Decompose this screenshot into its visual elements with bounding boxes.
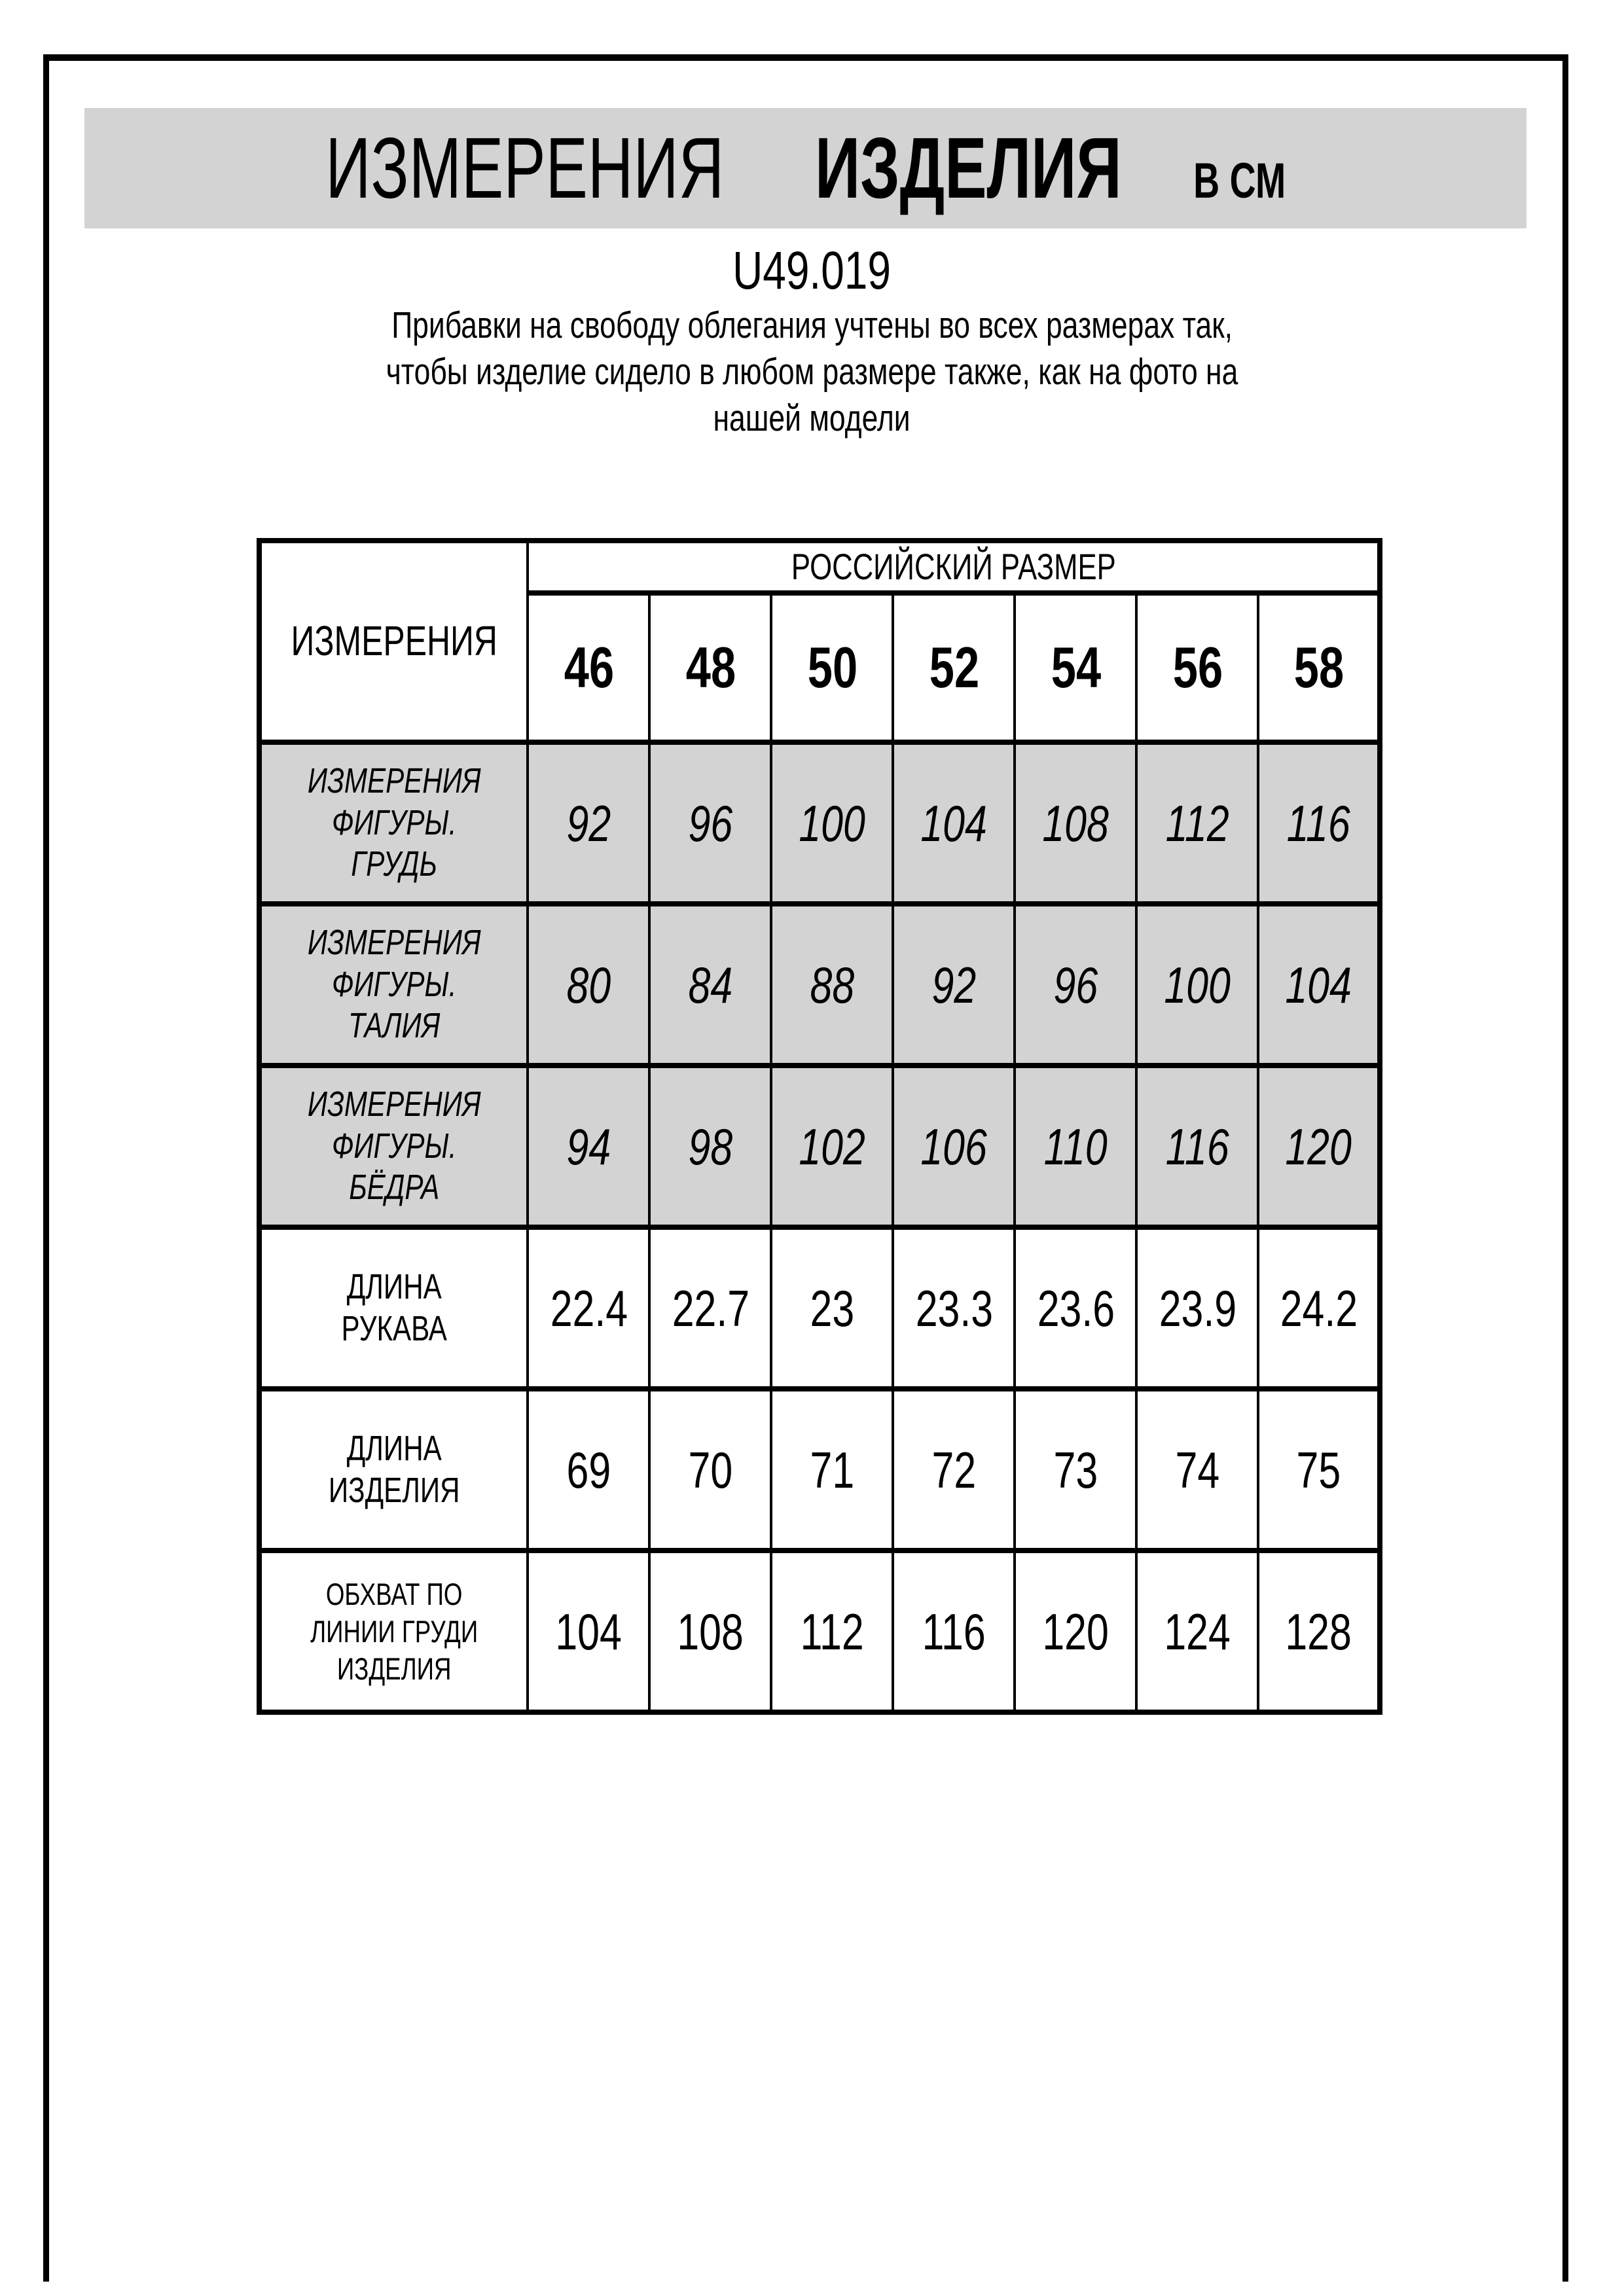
cell-value: 84: [649, 904, 771, 1066]
table-row-sleeve-length: [259, 1227, 1380, 1389]
product-code: U49.019: [732, 241, 892, 300]
size-col-header: 56: [1136, 593, 1258, 742]
cell-value: 104: [893, 742, 1015, 904]
size-col-header: 46: [528, 593, 649, 742]
row-label: ИЗМЕРЕНИЯ ФИГУРЫ. ТАЛИЯ: [259, 904, 528, 1066]
row-label: ДЛИНА РУКАВА: [259, 1227, 528, 1389]
cell-value: 116: [1258, 742, 1380, 904]
cell-value: 108: [649, 1551, 771, 1712]
cell-value: 116: [1136, 1066, 1258, 1227]
cell-value: 74: [1136, 1389, 1258, 1551]
cell-value: 112: [771, 1551, 893, 1712]
title-band: [84, 108, 1526, 228]
table-row-figure-hips: [259, 1066, 1380, 1227]
cell-value: 100: [771, 742, 893, 904]
cell-value: 23: [771, 1227, 893, 1389]
cell-value: 94: [528, 1066, 649, 1227]
row-label: ИЗМЕРЕНИЯ ФИГУРЫ. БЁДРА: [259, 1066, 528, 1227]
cell-value: 92: [893, 904, 1015, 1066]
cell-value: 96: [1015, 904, 1136, 1066]
title-word-product: ИЗДЕЛИЯ: [814, 120, 1122, 216]
size-col-header: 50: [771, 593, 893, 742]
cell-value: 128: [1258, 1551, 1380, 1712]
table-row-figure-chest: [259, 742, 1380, 904]
cell-value: 104: [528, 1551, 649, 1712]
description-line: чтобы изделие сидело в любом размере также, как на фото на: [386, 351, 1238, 393]
title-units: В СМ: [1193, 153, 1286, 209]
row-label: ИЗМЕРЕНИЯ ФИГУРЫ. ГРУДЬ: [259, 742, 528, 904]
cell-value: 98: [649, 1066, 771, 1227]
description-line: нашей модели: [713, 397, 911, 439]
cell-value: 102: [771, 1066, 893, 1227]
cell-value: 104: [1258, 904, 1380, 1066]
cell-value: 124: [1136, 1551, 1258, 1712]
cell-value: 100: [1136, 904, 1258, 1066]
cell-value: 108: [1015, 742, 1136, 904]
title-word-measurements: ИЗМЕРЕНИЯ: [325, 120, 725, 216]
cell-value: 88: [771, 904, 893, 1066]
cell-value: 96: [649, 742, 771, 904]
intro-block: [0, 240, 1624, 442]
cell-value: 70: [649, 1389, 771, 1551]
table-row-item-length: [259, 1389, 1380, 1551]
table-row-figure-waist: [259, 904, 1380, 1066]
size-chart-table: [257, 538, 1382, 1715]
cell-value: 73: [1015, 1389, 1136, 1551]
size-col-header: 58: [1258, 593, 1380, 742]
size-col-header: 52: [893, 593, 1015, 742]
cell-value: 23.6: [1015, 1227, 1136, 1389]
cell-value: 22.7: [649, 1227, 771, 1389]
table-row-chest-girth-item: [259, 1551, 1380, 1712]
size-col-header: 54: [1015, 593, 1136, 742]
cell-value: 24.2: [1258, 1227, 1380, 1389]
cell-value: 69: [528, 1389, 649, 1551]
cell-value: 116: [893, 1551, 1015, 1712]
cell-value: 110: [1015, 1066, 1136, 1227]
page-title: [325, 120, 1286, 216]
cell-value: 106: [893, 1066, 1015, 1227]
table-row-size-group: [259, 541, 1380, 593]
cell-value: 120: [1015, 1551, 1136, 1712]
cell-value: 112: [1136, 742, 1258, 904]
cell-value: 23.3: [893, 1227, 1015, 1389]
size-group-header: РОССИЙСКИЙ РАЗМЕР: [528, 541, 1380, 593]
cell-value: 72: [893, 1389, 1015, 1551]
description-line: Прибавки на свободу облегания учтены во всех размерах так,: [391, 304, 1233, 346]
cell-value: 92: [528, 742, 649, 904]
cell-value: 75: [1258, 1389, 1380, 1551]
size-col-header: 48: [649, 593, 771, 742]
cell-value: 23.9: [1136, 1227, 1258, 1389]
row-label: ДЛИНА ИЗДЕЛИЯ: [259, 1389, 528, 1551]
cell-value: 120: [1258, 1066, 1380, 1227]
cell-value: 80: [528, 904, 649, 1066]
corner-header-measurements: ИЗМЕРЕНИЯ: [259, 541, 528, 742]
cell-value: 71: [771, 1389, 893, 1551]
row-label: ОБХВАТ ПО ЛИНИИ ГРУДИ ИЗДЕЛИЯ: [259, 1551, 528, 1712]
cell-value: 22.4: [528, 1227, 649, 1389]
